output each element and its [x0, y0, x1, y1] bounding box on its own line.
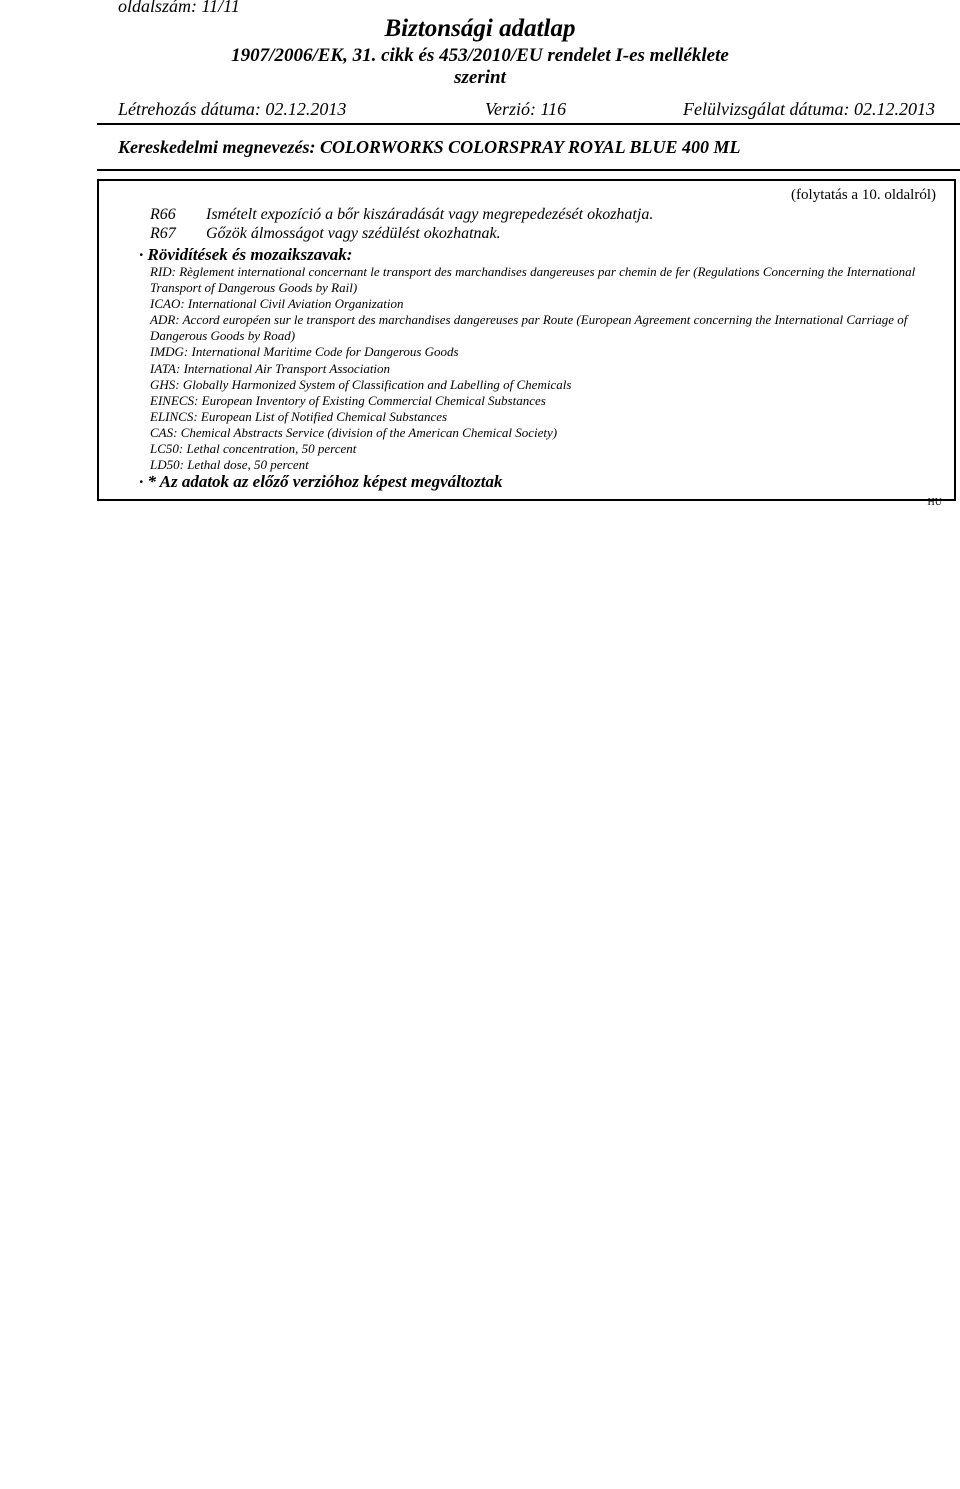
r-phrase-row — [150, 205, 653, 225]
r-phrase-text: Ismételt expozíció a bőr kiszáradását vagy megrepedezését okozhatja. — [206, 206, 654, 223]
abbreviation-item: EINECS: European Inventory of Existing Commercial Chemical Substances — [150, 392, 546, 408]
review-date: Felülvizsgálat dátuma: 02.12.2013 — [683, 99, 935, 119]
abbreviation-item: IMDG: International Maritime Code for Dangerous Goods — [150, 344, 459, 360]
continued-from-note: (folytatás a 10. oldalról) — [791, 187, 936, 203]
abbreviation-item: GHS: Globally Harmonized System of Classification and Labelling of Chemicals — [150, 376, 572, 392]
version: Verzió: 116 — [485, 99, 567, 119]
r-phrase-code: R67 — [150, 225, 176, 242]
document-title: Biztonsági adatlap — [384, 15, 576, 42]
abbreviations-heading: · Rövidítések és mozaikszavak: — [139, 245, 353, 264]
abbreviations-list — [150, 264, 920, 473]
abbreviation-item: LD50: Lethal dose, 50 percent — [150, 457, 309, 473]
abbreviation-item: RID: Règlement international concernant le transport des marchandises dangereuses par chemin de fer (Regulations Concerning the International Transport of Dangerous Goods by Rail) — [150, 264, 916, 296]
abbreviation-item: IATA: International Air Transport Association — [150, 360, 391, 376]
trade-name: Kereskedelmi megnevezés: COLORWORKS COLORSPRAY ROYAL BLUE 400 ML — [118, 137, 741, 157]
abbreviation-item: ICAO: International Civil Aviation Organization — [150, 296, 404, 312]
page-number: oldalszám: 11/11 — [118, 0, 240, 16]
version-change-note: · * Az adatok az előző verzióhoz képest megváltoztak — [139, 472, 503, 491]
r-phrase-text: Gőzök álmosságot vagy szédülést okozhatnak. — [206, 225, 501, 242]
abbreviation-item: CAS: Chemical Abstracts Service (division of the American Chemical Society) — [150, 424, 558, 440]
language-code: HU — [927, 497, 942, 508]
r-phrase-code: R66 — [150, 206, 176, 223]
regulation-line-1: 1907/2006/EK, 31. cikk és 453/2010/EU rendelet I-es melléklete — [231, 45, 729, 66]
creation-date: Létrehozás dátuma: 02.12.2013 — [118, 99, 347, 119]
regulation-line-2: szerint — [454, 67, 506, 88]
abbreviation-item: ELINCS: European List of Notified Chemical Substances — [150, 408, 448, 424]
header-divider-top — [97, 123, 960, 125]
header-divider-bottom — [97, 169, 960, 171]
abbreviation-item: LC50: Lethal concentration, 50 percent — [150, 441, 357, 457]
r-phrase-row — [150, 224, 501, 244]
abbreviation-item: ADR: Accord européen sur le transport des marchandises dangereuses par Route (European Agreement concerning the International Carriage of Dangerous Goods by Road) — [150, 312, 908, 344]
